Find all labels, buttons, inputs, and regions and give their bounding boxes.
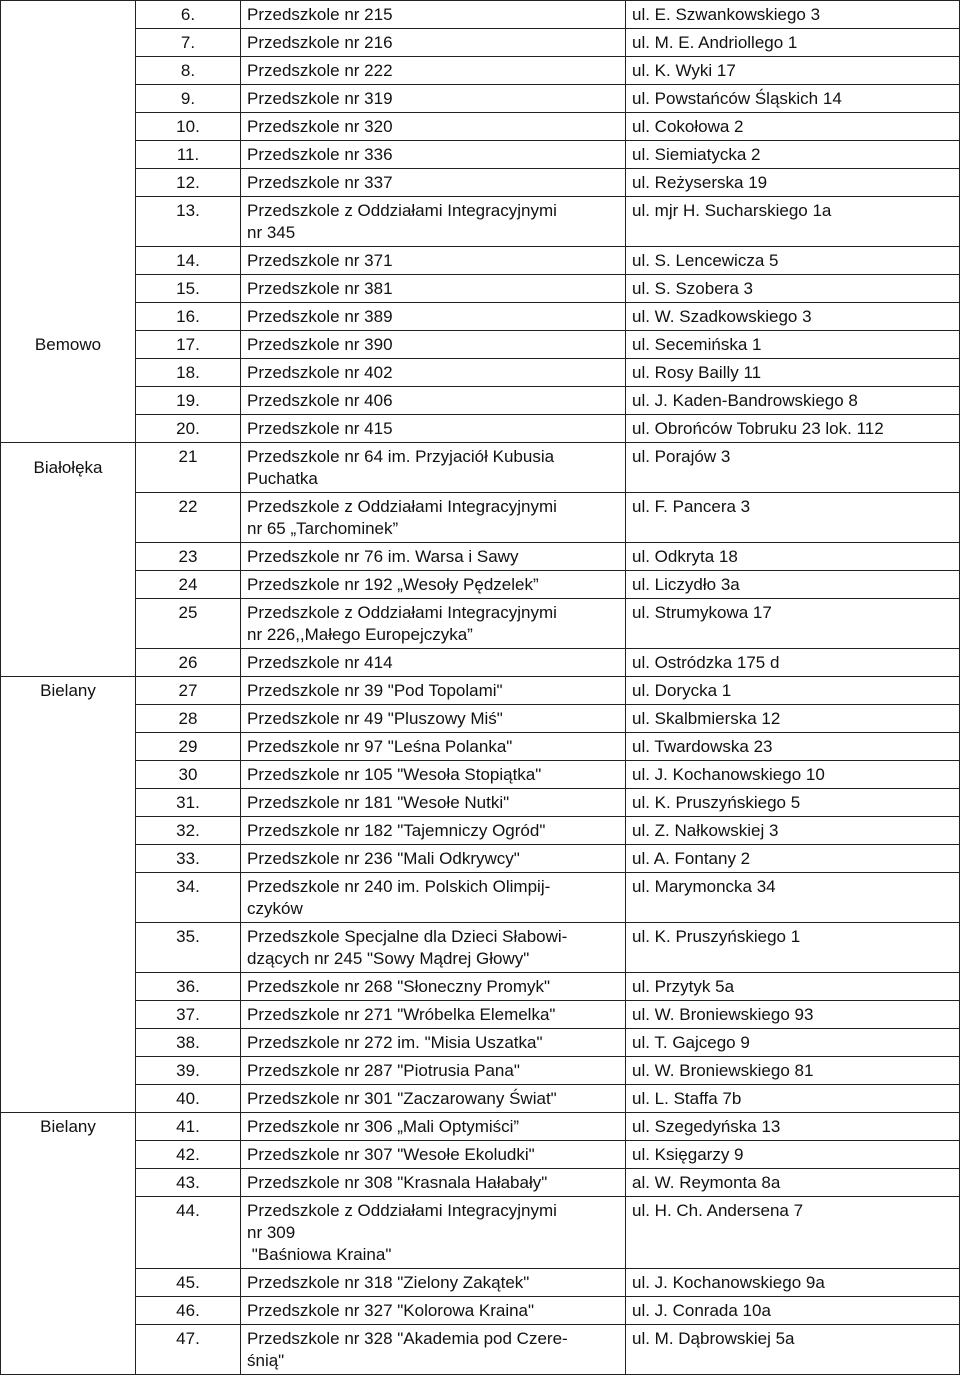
preschool-name-cell: Przedszkole nr 222 [241,57,626,85]
table-row [1,677,960,705]
table-row [1,85,960,113]
address-cell: ul. Ostródzka 175 d [626,649,960,677]
address-cell: ul. K. Pruszyńskiego 1 [626,923,960,973]
address-cell: ul. Dorycka 1 [626,677,960,705]
table-row [1,817,960,845]
district-cell [1,387,136,415]
address-cell: ul. Secemińska 1 [626,331,960,359]
table-row [1,789,960,817]
address-cell: ul. Siemiatycka 2 [626,141,960,169]
number-cell: 22 [136,493,241,543]
number-cell: 40. [136,1085,241,1113]
table-row [1,1325,960,1375]
address-cell: ul. Porajów 3 [626,443,960,493]
address-cell: ul. J. Kochanowskiego 9a [626,1269,960,1297]
district-cell [1,169,136,197]
address-cell: ul. S. Lencewicza 5 [626,247,960,275]
preschool-name-cell: Przedszkole nr 76 im. Warsa i Sawy [241,543,626,571]
number-cell: 24 [136,571,241,599]
preschool-name-cell: Przedszkole nr 320 [241,113,626,141]
district-cell [1,649,136,677]
table-row [1,923,960,973]
address-cell: ul. W. Broniewskiego 93 [626,1001,960,1029]
number-cell: 25 [136,599,241,649]
table-row [1,57,960,85]
table-row [1,1057,960,1085]
table-row [1,303,960,331]
table-row [1,873,960,923]
address-cell: ul. K. Pruszyńskiego 5 [626,789,960,817]
district-cell [1,1169,136,1197]
number-cell: 33. [136,845,241,873]
preschool-name-cell: Przedszkole z Oddziałami Integracyjnymi nr 345 [241,197,626,247]
preschool-name-cell: Przedszkole nr 240 im. Polskich Olimpij- czyków [241,873,626,923]
number-cell: 45. [136,1269,241,1297]
preschool-name-cell: Przedszkole z Oddziałami Integracyjnymi nr 65 „Tarchominek” [241,493,626,543]
number-cell: 7. [136,29,241,57]
address-cell: ul. W. Szadkowskiego 3 [626,303,960,331]
address-cell: al. W. Reymonta 8a [626,1169,960,1197]
preschool-name-cell: Przedszkole nr 39 "Pod Topolami" [241,677,626,705]
number-cell: 10. [136,113,241,141]
number-cell: 21 [136,443,241,493]
district-cell [1,1269,136,1297]
preschool-name-cell: Przedszkole nr 236 "Mali Odkrywcy" [241,845,626,873]
table-row [1,275,960,303]
address-cell: ul. Strumykowa 17 [626,599,960,649]
preschool-name-cell: Przedszkole nr 271 "Wróbelka Elemelka" [241,1001,626,1029]
preschool-name-cell: Przedszkole nr 272 im. "Misia Uszatka" [241,1029,626,1057]
district-cell [1,415,136,443]
table-row [1,141,960,169]
district-cell [1,1001,136,1029]
district-cell [1,1197,136,1269]
preschool-name-cell: Przedszkole nr 318 "Zielony Zakątek" [241,1269,626,1297]
district-label: Bielany [40,680,96,700]
address-cell: ul. Twardowska 23 [626,733,960,761]
address-cell: ul. Obrońców Tobruku 23 lok. 112 [626,415,960,443]
address-cell: ul. W. Broniewskiego 81 [626,1057,960,1085]
address-cell: ul. K. Wyki 17 [626,57,960,85]
district-label: Bemowo [34,334,102,354]
preschool-name-cell: Przedszkole nr 371 [241,247,626,275]
district-cell [1,57,136,85]
district-cell [1,359,136,387]
preschool-name-cell: Przedszkole nr 97 "Leśna Polanka" [241,733,626,761]
table-row [1,443,960,493]
address-cell: ul. M. E. Andriollego 1 [626,29,960,57]
number-cell: 14. [136,247,241,275]
district-cell [1,705,136,733]
number-cell: 12. [136,169,241,197]
table-row [1,1269,960,1297]
district-cell [1,141,136,169]
table-row [1,29,960,57]
district-cell [1,443,136,493]
table-row [1,599,960,649]
preschool-name-cell: Przedszkole nr 215 [241,1,626,29]
district-cell [1,873,136,923]
table-row [1,649,960,677]
table-row [1,113,960,141]
number-cell: 23 [136,543,241,571]
table-row [1,1113,960,1141]
table-row [1,543,960,571]
address-cell: ul. Odkryta 18 [626,543,960,571]
preschool-name-cell: Przedszkole nr 319 [241,85,626,113]
number-cell: 31. [136,789,241,817]
preschool-name-cell: Przedszkole z Oddziałami Integracyjnymi nr 226,,Małego Europejczyka” [241,599,626,649]
number-cell: 32. [136,817,241,845]
number-cell: 26 [136,649,241,677]
table-row [1,387,960,415]
number-cell: 37. [136,1001,241,1029]
address-cell: ul. M. Dąbrowskiej 5a [626,1325,960,1375]
address-cell: ul. Szegedyńska 13 [626,1113,960,1141]
number-cell: 29 [136,733,241,761]
preschool-name-cell: Przedszkole nr 301 "Zaczarowany Świat" [241,1085,626,1113]
number-cell: 44. [136,1197,241,1269]
district-cell [1,29,136,57]
number-cell: 47. [136,1325,241,1375]
table-row [1,761,960,789]
district-label: Białołęka [33,457,103,477]
number-cell: 38. [136,1029,241,1057]
preschool-name-cell: Przedszkole Specjalne dla Dzieci Słabowi- dzących nr 245 "Sowy Mądrej Głowy" [241,923,626,973]
district-cell [1,733,136,761]
district-label: Bielany [40,1116,96,1136]
address-cell: ul. Księgarzy 9 [626,1141,960,1169]
table-row [1,1001,960,1029]
preschool-name-cell: Przedszkole nr 287 "Piotrusia Pana" [241,1057,626,1085]
number-cell: 13. [136,197,241,247]
preschool-name-cell: Przedszkole nr 307 "Wesołe Ekoludki" [241,1141,626,1169]
address-cell: ul. Cokołowa 2 [626,113,960,141]
table-row [1,705,960,733]
table-row [1,247,960,275]
district-cell [1,247,136,275]
number-cell: 41. [136,1113,241,1141]
table-row [1,845,960,873]
number-cell: 46. [136,1297,241,1325]
district-cell [1,85,136,113]
number-cell: 16. [136,303,241,331]
preschool-name-cell: Przedszkole nr 415 [241,415,626,443]
number-cell: 35. [136,923,241,973]
table-row [1,359,960,387]
table-row [1,1029,960,1057]
number-cell: 34. [136,873,241,923]
address-cell: ul. mjr H. Sucharskiego 1a [626,197,960,247]
preschool-name-cell: Przedszkole nr 381 [241,275,626,303]
district-cell [1,1325,136,1375]
address-cell: ul. E. Szwankowskiego 3 [626,1,960,29]
table-row [1,571,960,599]
number-cell: 43. [136,1169,241,1197]
address-cell: ul. Przytyk 5a [626,973,960,1001]
address-cell: ul. Skalbmierska 12 [626,705,960,733]
preschool-name-cell: Przedszkole nr 49 "Pluszowy Miś" [241,705,626,733]
table-row [1,1,960,29]
number-cell: 11. [136,141,241,169]
address-cell: ul. Rosy Bailly 11 [626,359,960,387]
number-cell: 15. [136,275,241,303]
address-cell: ul. A. Fontany 2 [626,845,960,873]
district-cell [1,331,136,359]
table-row [1,169,960,197]
district-cell [1,113,136,141]
district-cell [1,1085,136,1113]
district-cell [1,493,136,543]
address-cell: ul. J. Conrada 10a [626,1297,960,1325]
preschool-name-cell: Przedszkole nr 216 [241,29,626,57]
district-cell [1,1297,136,1325]
number-cell: 17. [136,331,241,359]
number-cell: 39. [136,1057,241,1085]
preschool-name-cell: Przedszkole nr 192 „Wesoły Pędzelek” [241,571,626,599]
number-cell: 30 [136,761,241,789]
district-cell [1,1113,136,1141]
preschool-name-cell: Przedszkole nr 105 "Wesoła Stopiątka" [241,761,626,789]
table-row [1,1141,960,1169]
address-cell: ul. J. Kochanowskiego 10 [626,761,960,789]
number-cell: 20. [136,415,241,443]
district-cell [1,599,136,649]
number-cell: 9. [136,85,241,113]
table-row [1,415,960,443]
district-cell [1,923,136,973]
district-cell [1,303,136,331]
table-row [1,197,960,247]
district-cell [1,275,136,303]
number-cell: 8. [136,57,241,85]
number-cell: 18. [136,359,241,387]
preschool-name-cell: Przedszkole nr 268 "Słoneczny Promyk" [241,973,626,1001]
district-cell [1,845,136,873]
address-cell: ul. Marymoncka 34 [626,873,960,923]
table-row [1,733,960,761]
preschool-name-cell: Przedszkole nr 328 "Akademia pod Czere- śnią" [241,1325,626,1375]
preschool-name-cell: Przedszkole nr 336 [241,141,626,169]
address-cell: ul. H. Ch. Andersena 7 [626,1197,960,1269]
address-cell: ul. F. Pancera 3 [626,493,960,543]
address-cell: ul. T. Gajcego 9 [626,1029,960,1057]
number-cell: 28 [136,705,241,733]
district-cell [1,1141,136,1169]
table-row [1,493,960,543]
address-cell: ul. Reżyserska 19 [626,169,960,197]
district-cell [1,1029,136,1057]
preschool-name-cell: Przedszkole nr 390 [241,331,626,359]
district-cell [1,543,136,571]
preschool-name-cell: Przedszkole nr 327 "Kolorowa Kraina" [241,1297,626,1325]
district-cell [1,1057,136,1085]
preschool-name-cell: Przedszkole nr 64 im. Przyjaciół Kubusia Puchatka [241,443,626,493]
district-cell [1,197,136,247]
district-cell [1,789,136,817]
number-cell: 36. [136,973,241,1001]
preschool-name-cell: Przedszkole nr 181 "Wesołe Nutki" [241,789,626,817]
address-cell: ul. S. Szobera 3 [626,275,960,303]
preschool-name-cell: Przedszkole nr 406 [241,387,626,415]
district-cell [1,973,136,1001]
district-cell [1,761,136,789]
district-cell [1,1,136,29]
preschool-name-cell: Przedszkole nr 337 [241,169,626,197]
preschool-name-cell: Przedszkole nr 182 "Tajemniczy Ogród" [241,817,626,845]
preschool-name-cell: Przedszkole nr 402 [241,359,626,387]
preschool-name-cell: Przedszkole z Oddziałami Integracyjnymi nr 309 "Baśniowa Kraina" [241,1197,626,1269]
table-row [1,1197,960,1269]
preschool-list-body [1,1,960,1375]
table-row [1,1169,960,1197]
preschool-name-cell: Przedszkole nr 306 „Mali Optymiści” [241,1113,626,1141]
district-cell [1,817,136,845]
preschool-name-cell: Przedszkole nr 414 [241,649,626,677]
preschool-name-cell: Przedszkole nr 308 "Krasnala Hałabały" [241,1169,626,1197]
preschool-name-cell: Przedszkole nr 389 [241,303,626,331]
address-cell: ul. Powstańców Śląskich 14 [626,85,960,113]
table-row [1,1297,960,1325]
number-cell: 6. [136,1,241,29]
address-cell: ul. Z. Nałkowskiej 3 [626,817,960,845]
table-row [1,973,960,1001]
address-cell: ul. L. Staffa 7b [626,1085,960,1113]
number-cell: 19. [136,387,241,415]
number-cell: 42. [136,1141,241,1169]
district-cell [1,571,136,599]
address-cell: ul. J. Kaden-Bandrowskiego 8 [626,387,960,415]
table-row [1,331,960,359]
district-cell [1,677,136,705]
address-cell: ul. Liczydło 3a [626,571,960,599]
table-row [1,1085,960,1113]
number-cell: 27 [136,677,241,705]
